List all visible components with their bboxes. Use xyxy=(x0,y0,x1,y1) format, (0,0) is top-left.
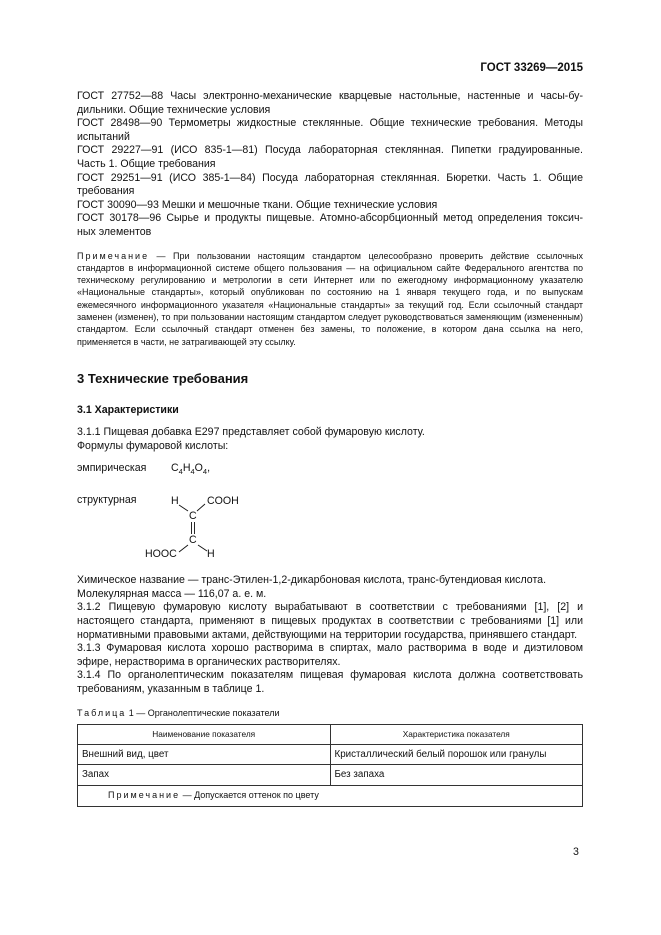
reference-item xyxy=(77,90,583,104)
reference-line: ГОСТ 28498—90 Термометры жидкостные стеклянные. Общие технические требования. Методы xyxy=(77,117,583,130)
subsection-title: 3.1 Характеристики xyxy=(77,403,179,416)
reference-line: ГОСТ 27752—88 Часы электронно-механические кварцевые настольные, настенные и часы-бу- xyxy=(77,90,583,102)
paragraph-3-1-1: 3.1.1 Пищевая добавка Е297 представляет собой фумаровую кислоту. xyxy=(77,426,425,439)
table-cell: Запах xyxy=(78,765,331,786)
reference-item-cont xyxy=(77,131,583,145)
atom-cooh-top: COOH xyxy=(207,495,239,508)
references xyxy=(77,90,583,240)
standards-note xyxy=(77,250,583,348)
reference-line: ГОСТ 30090—93 Мешки и мешочные ткани. Общие технические условия xyxy=(77,198,438,211)
reference-line: ГОСТ 29227—91 (ИСО 835-1—81) Посуда лабораторная стеклянная. Пипетки градуированные. xyxy=(77,144,583,157)
atom-h-top: H xyxy=(171,495,179,508)
table-note-text: — Допускается оттенок по цвету xyxy=(180,790,319,800)
table-header-cell: Характеристика показателя xyxy=(330,725,583,745)
reference-item xyxy=(77,172,583,186)
reference-item xyxy=(77,212,583,226)
table-cell: Без запаха xyxy=(330,765,583,786)
table-note-cell xyxy=(78,786,583,807)
reference-line: требования xyxy=(77,185,135,198)
reference-line: ГОСТ 30178—96 Сырье и продукты пищевые. Атомно-абсорбционный метод определения токсич- xyxy=(77,212,583,225)
organoleptic-table xyxy=(77,724,583,806)
bond-hooc-bottom xyxy=(179,545,188,552)
reference-item xyxy=(77,117,583,131)
molar-mass: Молекулярная масса — 116,07 а. е. м. xyxy=(77,587,267,600)
reference-line: испытаний xyxy=(77,130,130,143)
table-header-cell: Наименование показателя xyxy=(78,725,331,745)
table-caption-label: Таблица xyxy=(77,707,127,718)
page-number: 3 xyxy=(573,846,579,858)
reference-line: дильники. Общие технические условия xyxy=(77,103,271,116)
empirical-formula xyxy=(77,462,583,490)
paragraph-formula-intro: Формулы фумаровой кислоты: xyxy=(77,439,229,452)
reference-line: ГОСТ 29251—91 (ИСО 385-1—84) Посуда лабораторная стеклянная. Бюретки. Часть 1. Общие xyxy=(77,171,583,184)
structural-formula xyxy=(77,494,583,574)
reference-item-cont xyxy=(77,104,583,118)
reference-item xyxy=(77,199,583,213)
atom-c-top: C xyxy=(189,510,197,523)
table-note-row xyxy=(78,786,583,807)
document-number: ГОСТ 33269—2015 xyxy=(480,62,583,74)
bond-h-top xyxy=(179,505,188,511)
table-cell: Внешний вид, цвет xyxy=(78,744,331,765)
table-caption xyxy=(77,707,583,721)
atom-c-bottom: C xyxy=(189,534,197,547)
reference-item xyxy=(77,144,583,158)
section-title: 3 Технические требования xyxy=(77,370,249,386)
bond-h-bottom xyxy=(198,545,207,551)
paragraph-3-1-2: 3.1.2 Пищевую фумаровую кислоту вырабатывают в соответствии с требованиями [1], [2] и настоящего стандарта, применяют в пищевых продуктах в соответствии с требованиями [1] или нормативными правовыми актами, действующими на территории государства, принявшего стандарт. xyxy=(77,601,583,641)
table-row xyxy=(78,744,583,765)
atom-h-bottom: H xyxy=(207,548,215,561)
empirical-label: эмпирическая xyxy=(77,462,147,475)
table-caption-text: 1 — Органолептические показатели xyxy=(126,707,280,718)
reference-item-cont xyxy=(77,185,583,199)
note-text: — При пользовании настоящим стандартом целесообразно проверить действие ссылочных стандартов в информационной системе общего пользования — на официальном сайте Федерального агентства по техническому регулированию и метрологии в сети Интернет или по ежегодному информационному указателю «Национальные стандарты», который опубликован по состоянию на 1 января текущего года, и по выпускам ежемесячного информационного указателя «Национальные стандарты» за текущий год. Если ссылочный стандарт заменен (изменен), то при пользовании настоящим стандартом следует руководствоваться заменяющим (измененным) стандартом. Если ссылочный стандарт отменен без замены, то положение, в котором дана ссылка на него, применяется в части, не затрагивающей эту ссылку. xyxy=(77,250,583,347)
bond-cooh-top xyxy=(197,504,205,511)
atom-hooc-bottom: HOOC xyxy=(145,548,177,561)
structural-diagram xyxy=(145,494,285,574)
note-label: Примечание xyxy=(77,250,150,261)
reference-item-cont xyxy=(77,158,583,172)
reference-line: Часть 1. Общие требования xyxy=(77,157,216,170)
table-header-row xyxy=(78,725,583,745)
reference-item-cont xyxy=(77,226,583,240)
paragraph-3-1-4: 3.1.4 По органолептическим показателям пищевая фумаровая кислота должна соответствовать требованиям, указанным в таблице 1. xyxy=(77,669,583,696)
reference-line: ных элементов xyxy=(77,225,152,238)
table-note-label: Примечание xyxy=(108,790,181,800)
structural-label: структурная xyxy=(77,494,137,507)
chemical-name: Химическое название — транс-Этилен-1,2-дикарбоновая кислота, транс-бутендиовая кислота. xyxy=(77,574,547,587)
empirical-value: $C_4H_4O_4$, xyxy=(171,462,211,477)
table-cell: Кристаллический белый порошок или гранулы xyxy=(330,744,583,765)
table-row xyxy=(78,765,583,786)
paragraph-3-1-3: 3.1.3 Фумаровая кислота хорошо растворима в спиртах, мало растворима в воде и диэтиловом эфире, нерастворима в органических растворителях. xyxy=(77,642,583,668)
document-body xyxy=(77,90,583,807)
